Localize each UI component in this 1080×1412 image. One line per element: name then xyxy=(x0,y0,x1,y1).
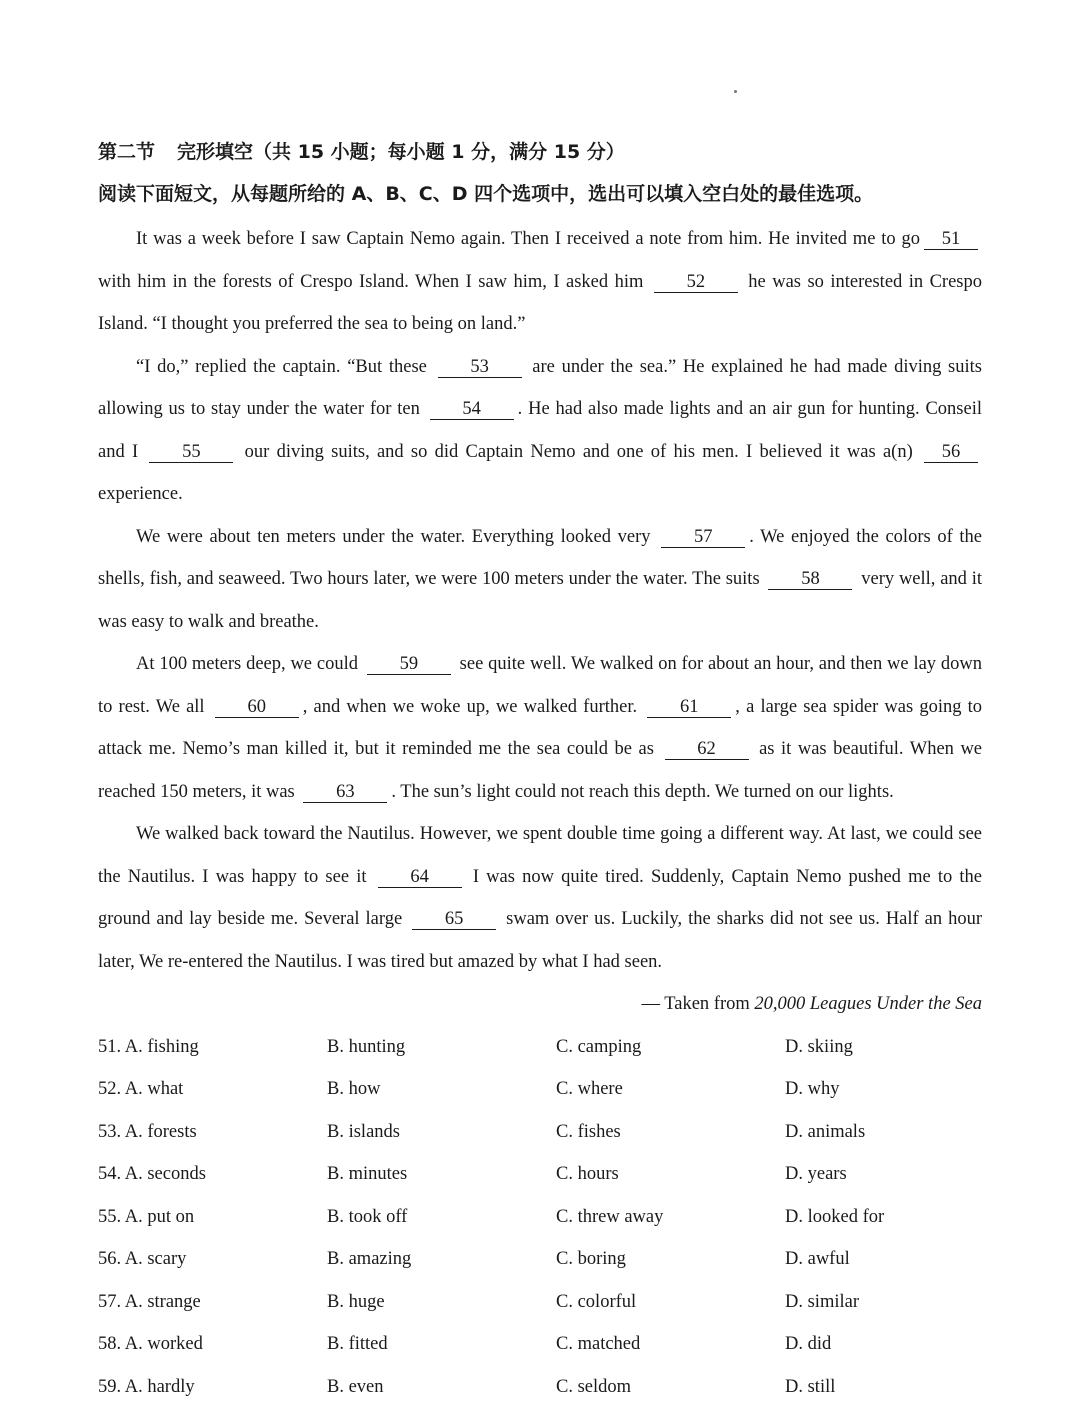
option-c: C. where xyxy=(556,1079,623,1099)
blank-54: 54 xyxy=(430,399,514,420)
option-b: B. minutes xyxy=(327,1164,408,1184)
passage-text: our diving suits, and so did Captain Nemo and one of his men. I believed it was a(n) xyxy=(244,441,913,462)
option-a: 54. A. seconds xyxy=(98,1164,206,1184)
paragraph-5 xyxy=(98,813,982,983)
question-row xyxy=(98,1238,982,1281)
passage-text: as it was beautiful. When we reached 150 meters, it was xyxy=(98,739,983,802)
question-row xyxy=(98,1281,982,1324)
passage-text: are under the sea.” He explained he had made diving suits allowing us to stay under the water for ten xyxy=(98,356,982,419)
passage-text: . He had also made lights and an air gun for hunting. Conseil and I xyxy=(98,399,982,462)
section-label: 第二节 xyxy=(98,141,156,163)
option-d: D. years xyxy=(785,1164,847,1184)
blank-63: 63 xyxy=(303,782,387,803)
option-b: B. huge xyxy=(327,1291,385,1312)
option-d: D. looked for xyxy=(785,1206,885,1227)
blank-61: 61 xyxy=(647,697,731,718)
paragraph-4 xyxy=(98,643,982,813)
blank-59: 59 xyxy=(367,654,451,675)
option-c: C. hours xyxy=(556,1164,619,1184)
option-c: C. fishes xyxy=(556,1121,621,1142)
question-row xyxy=(98,1026,982,1069)
option-d: D. still xyxy=(785,1376,836,1397)
passage-text: swam over us. Luckily, the sharks did not see us. Half an hour later, We re-entered the Nautilus. I was tired but amazed by what I had seen. xyxy=(98,909,983,972)
option-a: 52. A. what xyxy=(98,1079,184,1099)
blank-65: 65 xyxy=(412,909,496,930)
option-c: C. colorful xyxy=(556,1291,637,1312)
question-row xyxy=(98,1323,982,1366)
option-b: B. islands xyxy=(327,1121,400,1142)
question-options xyxy=(98,1026,982,1409)
question-row xyxy=(98,1153,982,1196)
passage-text: he was so interested in Crespo Island. “I thought you preferred the sea to being on land.” xyxy=(98,271,983,334)
blank-62: 62 xyxy=(665,739,749,760)
blank-60: 60 xyxy=(215,697,299,718)
option-c: C. matched xyxy=(556,1334,641,1354)
scan-speck xyxy=(734,90,737,93)
option-d: D. did xyxy=(785,1334,832,1354)
passage-text: . We enjoyed the colors of the shells, fish, and seaweed. Two hours later, we were 100 meters under the water. The suits xyxy=(98,526,983,589)
option-d: D. similar xyxy=(785,1291,859,1312)
passage-text: It was a week before I saw Captain Nemo again. Then I received a note from him. He invited me to go xyxy=(136,229,920,249)
section-title: 完形填空（共 15 小题；每小题 1 分，满分 15 分） xyxy=(177,141,625,163)
blank-51: 51 xyxy=(924,229,978,250)
option-d: D. awful xyxy=(785,1249,850,1269)
passage-text: We walked back toward the Nautilus. However, we spent double time going a different way. At last, we could see the Nautilus. I was happy to see it xyxy=(98,824,982,887)
passage-text: We were about ten meters under the water. Everything looked very xyxy=(136,526,651,547)
paragraph-3 xyxy=(98,516,982,644)
passage-text: very well, and it was easy to walk and breathe. xyxy=(98,569,983,632)
passage-text: “I do,” replied the captain. “But these xyxy=(136,356,427,377)
passage-text: see quite well. We walked on for about an hour, and then we lay down to rest. We all xyxy=(98,654,982,717)
option-b: B. amazing xyxy=(327,1249,412,1269)
option-a: 51. A. fishing xyxy=(98,1036,199,1057)
blank-53: 53 xyxy=(438,357,522,378)
question-row xyxy=(98,1111,982,1154)
passage-text: At 100 meters deep, we could xyxy=(136,654,358,674)
section-heading xyxy=(98,134,982,170)
option-d: D. skiing xyxy=(785,1036,853,1057)
passage-text: . The sun’s light could not reach this depth. We turned on our lights. xyxy=(391,781,894,802)
source-citation xyxy=(98,983,982,1026)
option-b: B. took off xyxy=(327,1206,408,1227)
passage-text: , and when we woke up, we walked further. xyxy=(302,696,638,717)
option-a: 57. A. strange xyxy=(98,1291,201,1312)
option-b: B. fitted xyxy=(327,1334,388,1354)
paragraph-2 xyxy=(98,346,982,516)
question-row xyxy=(98,1366,982,1409)
passage-text: experience. xyxy=(98,484,183,504)
blank-57: 57 xyxy=(661,527,745,548)
option-a: 53. A. forests xyxy=(98,1121,197,1142)
option-c: C. boring xyxy=(556,1249,626,1269)
source-book-title: 20,000 Leagues Under the Sea xyxy=(754,994,982,1014)
option-a: 58. A. worked xyxy=(98,1334,203,1354)
option-b: B. how xyxy=(327,1079,381,1099)
passage-text: , a large sea spider was going to attack me. Nemo’s man killed it, but it reminded me the sea could be as xyxy=(98,696,983,759)
option-a: 55. A. put on xyxy=(98,1206,195,1227)
option-c: C. threw away xyxy=(556,1206,664,1227)
passage-text: with him in the forests of Crespo Island. When I saw him, I asked him xyxy=(98,271,644,292)
question-row xyxy=(98,1196,982,1239)
exam-page xyxy=(98,134,982,1408)
paragraph-1 xyxy=(98,218,982,346)
option-b: B. even xyxy=(327,1376,384,1397)
option-a: 56. A. scary xyxy=(98,1249,187,1269)
option-c: C. camping xyxy=(556,1036,642,1057)
option-a: 59. A. hardly xyxy=(98,1376,195,1397)
blank-55: 55 xyxy=(149,442,233,463)
instruction: 阅读下面短文，从每题所给的 A、B、C、D 四个选项中，选出可以填入空白处的最佳选项。 xyxy=(98,183,874,205)
blank-58: 58 xyxy=(768,569,852,590)
blank-52: 52 xyxy=(654,272,738,293)
option-d: D. animals xyxy=(785,1121,866,1142)
passage-text: I was now quite tired. Suddenly, Captain Nemo pushed me to the ground and lay beside me. Several large xyxy=(98,866,983,929)
source-prefix: — Taken from xyxy=(641,994,750,1014)
cloze-passage xyxy=(98,218,982,983)
option-c: C. seldom xyxy=(556,1376,632,1397)
blank-64: 64 xyxy=(378,867,462,888)
option-b: B. hunting xyxy=(327,1036,406,1057)
blank-56: 56 xyxy=(924,442,978,463)
option-d: D. why xyxy=(785,1079,840,1099)
question-row xyxy=(98,1068,982,1111)
